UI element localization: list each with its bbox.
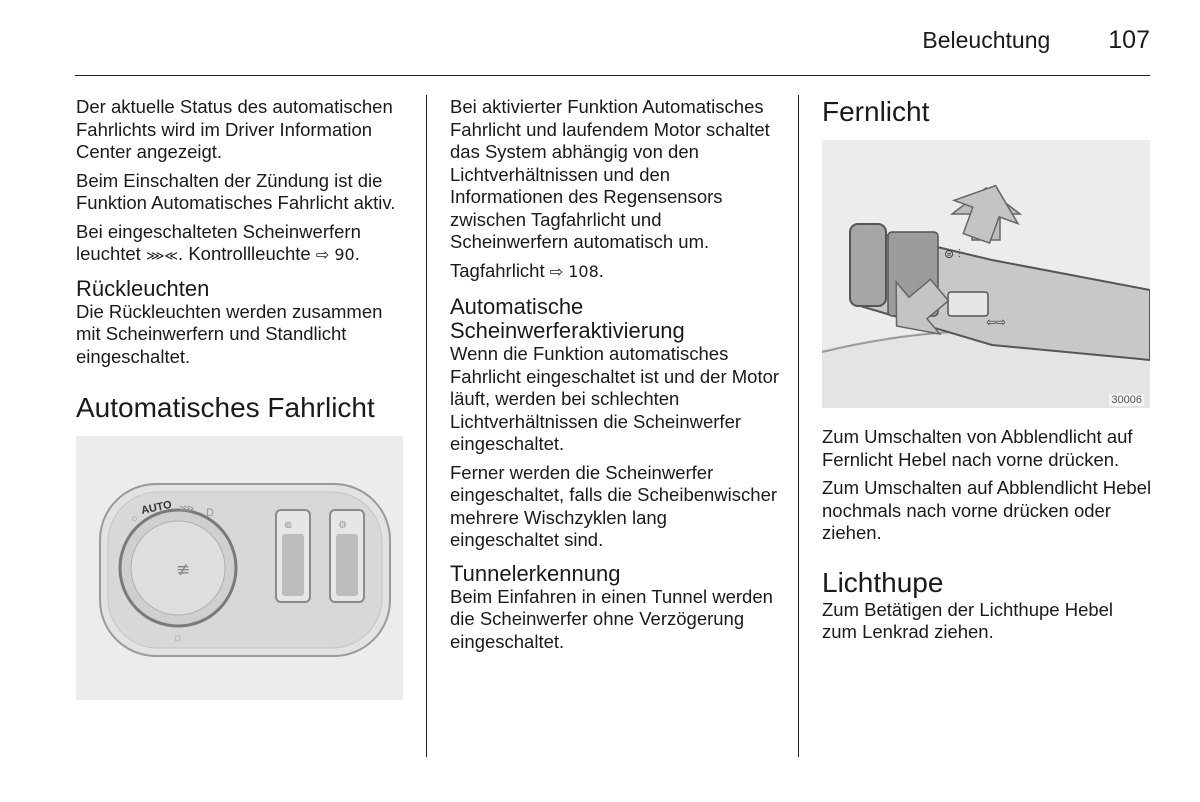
svg-text:⊜ ⫶: ⊜ ⫶: [944, 247, 961, 261]
svg-text:⚙: ⚙: [338, 520, 347, 531]
paragraph: Der aktuelle Status des automatischen Fahrlichts wird im Driver Information Center angezeigt.: [76, 96, 393, 162]
svg-text:⇦⇨: ⇦⇨: [986, 315, 1007, 329]
heading-fernlicht: Fernlicht: [822, 96, 930, 127]
heading-scheinwerferaktivierung: Automatische Scheinwerferaktivierung: [450, 294, 685, 343]
heading-lichthupe: Lichthupe: [822, 566, 944, 598]
section-title: Beleuchtung: [922, 27, 1051, 53]
paragraph: Bei eingeschalteten Scheinwerfern leuchtet ⋙≪. Kontrollleuchte ⇨ 90.: [76, 220, 361, 264]
page-reference: ⇨ 90: [315, 245, 355, 264]
paragraph: Zum Betätigen der Lichthupe Hebel zum Lenkrad ziehen.: [822, 598, 1114, 642]
paragraph: Bei aktivierter Funktion Automatisches Fahrlicht und laufendem Motor schaltet das System abhängig von den Lichtverhältnissen und den Informationen des Regensensors zwischen Tagfahrlicht und Scheinwerfern automatisch um.: [450, 96, 770, 252]
page-reference: ⇨ 108: [549, 261, 599, 281]
paragraph: Tagfahrlicht ⇨ 108.: [450, 259, 604, 281]
svg-text:⋙: ⋙: [179, 503, 195, 515]
svg-text:☼: ☼: [172, 630, 183, 644]
paragraph: Ferner werden die Scheinwerfer eingeschaltet, falls die Scheibenwischer mehrere Wischzyklen lang eingeschaltet sind.: [450, 461, 778, 550]
low-beam-symbol: ⋙≪: [145, 249, 179, 264]
paragraph: Zum Umschalten von Abblendlicht auf Fernlicht Hebel nach vorne drücken.: [822, 426, 1133, 470]
paragraph: Beim Einfahren in einen Tunnel werden die Scheinwerfer ohne Verzögerung eingeschaltet.: [450, 585, 773, 652]
lever-illustration: [822, 140, 1150, 408]
column-divider-left: [426, 95, 427, 757]
heading-automatisches-fahrlicht: Automatisches Fahrlicht: [76, 392, 375, 423]
turn-signal-lever-icon: [822, 140, 1150, 408]
paragraph: Die Rückleuchten werden zusammen mit Scheinwerfern und Standlicht eingeschaltet.: [76, 300, 383, 367]
light-switch-dial-icon: [76, 436, 403, 700]
heading-rueckleuchten: Rückleuchten: [76, 275, 210, 301]
column-divider-right: [798, 95, 799, 757]
svg-text:○: ○: [131, 513, 138, 525]
page-number: 107: [1108, 26, 1150, 54]
column-3: [822, 96, 1152, 650]
svg-text:≢: ≢: [176, 560, 191, 580]
svg-text:AUTO: AUTO: [140, 498, 173, 517]
figure-number: 30006: [1111, 394, 1142, 406]
paragraph: Zum Umschalten auf Abblendlicht Hebel nochmals nach vorne drücken oder ziehen.: [822, 477, 1152, 543]
svg-text:D: D: [206, 507, 214, 519]
column-1: [76, 96, 408, 700]
paragraph: Beim Einschalten der Zündung ist die Funktion Automatisches Fahrlicht aktiv.: [76, 169, 396, 213]
heading-tunnelerkennung: Tunnelerkennung: [450, 560, 621, 586]
column-2: [450, 96, 780, 659]
svg-text:⋐: ⋐: [284, 520, 293, 531]
paragraph: Wenn die Funktion automatisches Fahrlicht eingeschaltet ist und der Motor läuft, werden bei schlechten Lichtverhältnissen die Scheinwerfer eingeschaltet.: [450, 343, 780, 454]
page-header: [922, 26, 1150, 55]
light-switch-illustration: [76, 436, 403, 700]
header-rule: [75, 75, 1150, 76]
